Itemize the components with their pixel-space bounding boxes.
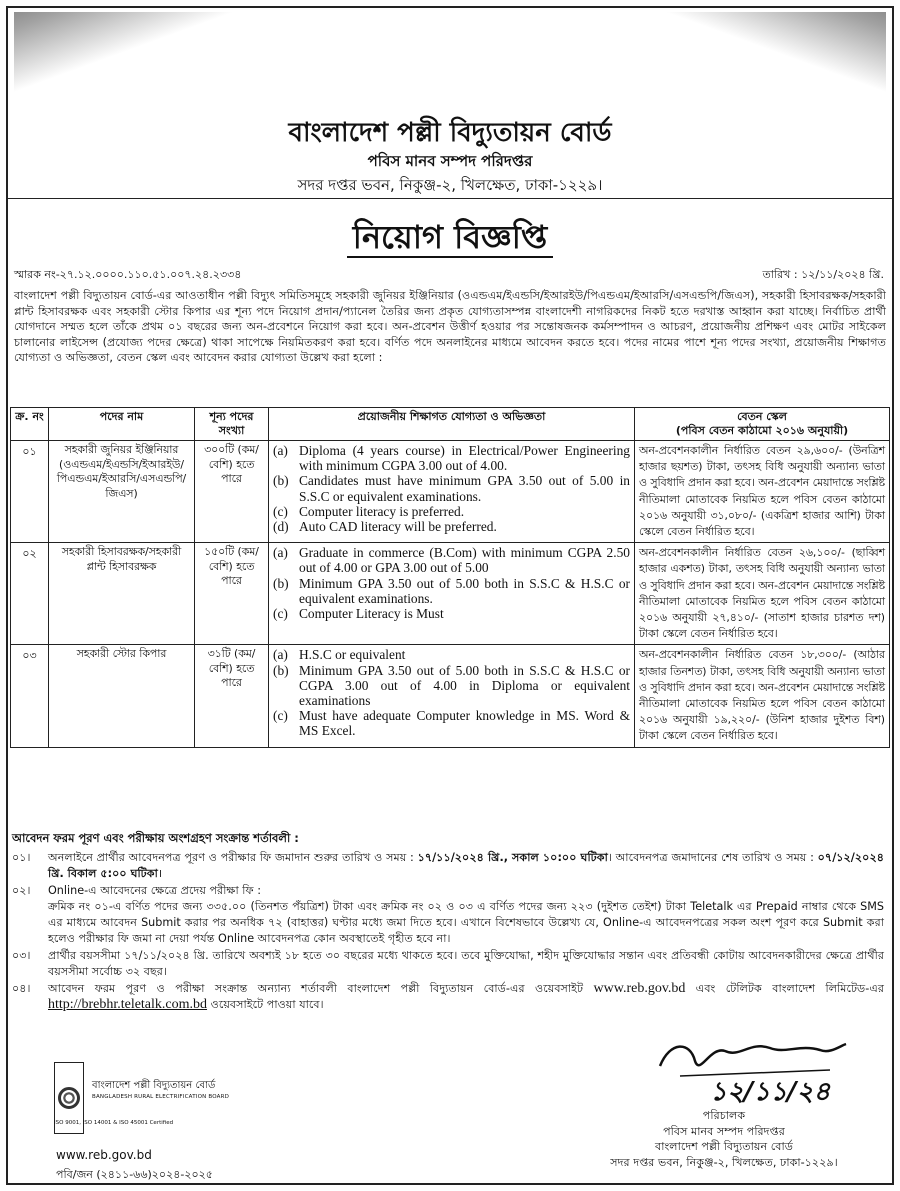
- row-post-name: সহকারী জুনিয়র ইঞ্জিনিয়ার (ওএন্ডএম/ইএন্ডসি/ইআরইউ/পিএন্ডএম/ইআরসি/এসএন্ডপি/জিএস): [49, 441, 195, 543]
- condition-line: ক্রমিক নং ০১-এ বর্ণিত পদের জন্য ৩৩৫.০০ (তিনশত পঁয়ত্রিশ) টাকা এবং ক্রমিক নং ০২ ও ০৩ এ বর্ণিত পদের জন্য ২২৩ (দুইশত তেইশ) টাকা Teletalk এর Prepaid নাম্বার থেকে SMS এর মাধ্যমে আবেদন Submit করার পর অনধিক ৭২ (বাহাত্তর) ঘণ্টার মধ্যে জমা দিতে হবে। এখানে বিশেষভাবে উল্লেখ্য যে, Online-এ আবেদনপত্রের সকল অংশ পূরণ করে Submit করা হলেও পরীক্ষার ফি জমা না দেয়া পর্যন্ত Online আবেদনপত্র কোন অবস্থাতেই গৃহীত হবে না।: [48, 900, 884, 945]
- condition-number: ০২।: [12, 884, 31, 897]
- qualification-label: (a): [273, 443, 288, 458]
- row-qualifications: [269, 441, 635, 543]
- qualification-label: (b): [273, 575, 289, 591]
- logo-name-bn: বাংলাদেশ পল্লী বিদ্যুতায়ন বোর্ড: [92, 1080, 216, 1091]
- qualification-item: [273, 647, 630, 662]
- signature-date: ১২/১১/২৪: [710, 1077, 831, 1106]
- qualification-label: (a): [273, 647, 288, 663]
- table-row: [11, 543, 890, 645]
- pay-scale-header-sub: (পবিস বেতন কাঠামো ২০১৬ অনুযায়ী): [675, 424, 849, 437]
- qualification-text: Graduate in commerce (B.Com) with minimum CGPA 2.50 out of 4.00 or GPA 3.00 out of 5.00: [299, 545, 630, 576]
- row-serial: ০২: [11, 543, 49, 645]
- footer-website[interactable]: www.reb.gov.bd: [56, 1148, 152, 1162]
- qualification-label: (a): [273, 545, 288, 561]
- qualification-item: [273, 545, 630, 575]
- col-pay-scale-header: [635, 408, 890, 441]
- condition-number: ০৪।: [12, 982, 31, 995]
- col-qualification-header: প্রয়োজনীয় শিক্ষাগত যোগ্যতা ও অভিজ্ঞতা: [269, 408, 635, 441]
- condition-part: এবং টেলিটক বাংলাদেশ লিমিটেড-এর: [685, 982, 884, 995]
- condition-number: ০১।: [12, 851, 31, 864]
- qualification-label: (b): [273, 662, 289, 678]
- table-row: [11, 645, 890, 747]
- pay-scale-header-title: বেতন স্কেল: [737, 410, 787, 423]
- notice-title: [0, 212, 900, 266]
- qualification-text: Candidates must have minimum GPA 3.50 out of 5.00 in S.S.C or equivalent examinations.: [299, 473, 630, 504]
- condition-part: আবেদন ফরম পূরণ ও পরীক্ষা সংক্রান্ত অন্যান্য শর্তাবলী বাংলাদেশ পল্লী বিদ্যুতায়ন বোর্ড-এর ওয়েবসাইট: [48, 982, 594, 995]
- row-vacancy: ৩০০টি (কম/বেশি) হতে পারে: [195, 441, 269, 543]
- qualification-text: Diploma (4 years course) in Electrical/Power Engineering with minimum CGPA 3.00 out of 4.00.: [299, 443, 630, 474]
- application-end-datetime: ০৭/১২/২০২৪ খ্রি. বিকাল ৫:০০ ঘটিকা: [48, 851, 884, 880]
- signature-graphic: [650, 1036, 850, 1106]
- signatory-block: [584, 1108, 864, 1170]
- qualification-text: Computer literacy is preferred.: [299, 503, 465, 519]
- qualification-label: (c): [273, 503, 288, 519]
- col-serial-header: ক্র. নং: [11, 408, 49, 441]
- condition-text: [48, 883, 884, 947]
- row-serial: ০৩: [11, 645, 49, 747]
- condition-line: Online-এ আবেদনের ক্ষেত্রে প্রদেয় পরীক্ষা ফি :: [48, 884, 261, 897]
- condition-text: প্রার্থীর বয়সসীমা ১৭/১১/২০২৪ খ্রি. তারিখে অবশ্যই ১৮ হতে ৩০ বছরের মধ্যে থাকতে হবে। তবে মুক্তিযোদ্ধা, শহীদ মুক্তিযোদ্ধার সন্তান এবং প্রতিবন্ধী কোটায় আবেদনকারীদের ক্ষেত্রে প্রার্থীর বয়সসীমা সর্বোচ্চ ৩২ বছর।: [48, 949, 884, 978]
- org-address: সদর দপ্তর ভবন, নিকুঞ্জ-২, খিলক্ষেত, ঢাকা-১২২৯।: [297, 176, 603, 194]
- reb-website-link[interactable]: www.reb.gov.bd: [593, 981, 686, 996]
- qualification-text: Must have adequate Computer knowledge in MS. Word & MS Excel.: [299, 708, 630, 739]
- memo-date: তারিখ : ১২/১১/২০২৪ খ্রি.: [762, 268, 884, 281]
- condition-text: [48, 981, 884, 1013]
- row-pay-scale: অন-প্রবেশনকালীন নির্ধারিত বেতন ২৬,১০০/- (ছাব্বিশ হাজার একশত) টাকা, তৎসহ বিধি অনুযায়ী অন্যান্য ভাতা ও সুবিধাদি প্রদান করা হবে। অন-প্রবেশন মেয়াদান্তে সংশ্লিষ্ট নীতিমালা মোতাবেক নিয়মিত হলে পবিস বেতন কাঠামো ২০১৬ অনুযায়ী ২৭,৪১০/- (সাতাশ হাজার চারশত দশ) টাকা স্কেলে বেতন নির্ধারিত হবে।: [635, 543, 890, 645]
- qualification-item: [273, 663, 630, 709]
- col-post-name-header: পদের নাম: [49, 408, 195, 441]
- org-title: বাংলাদেশ পল্লী বিদ্যুতায়ন বোর্ড: [288, 118, 612, 148]
- memo-ref-number: স্মারক নং-২৭.১২.০০০০.১১০.৫১.০০৭.২৪.২৩৩৪: [14, 268, 242, 281]
- qualification-item: [273, 708, 630, 738]
- application-start-datetime: ১৭/১১/২০২৪ খ্রি., সকাল ১০:০০ ঘটিকা: [417, 851, 608, 864]
- row-qualifications: [269, 645, 635, 747]
- signatory-address: সদর দপ্তর ভবন, নিকুঞ্জ-২, খিলক্ষেত, ঢাকা-১২২৯।: [610, 1155, 838, 1169]
- row-post-name: সহকারী হিসাবরক্ষক/সহকারী প্লান্ট হিসাবরক্ষক: [49, 543, 195, 645]
- row-qualifications: [269, 543, 635, 645]
- signatory-organization: বাংলাদেশ পল্লী বিদ্যুতায়ন বোর্ড: [655, 1140, 793, 1153]
- row-pay-scale: অন-প্রবেশনকালীন নির্ধারিত বেতন ১৮,৩০০/- (আঠার হাজার তিনশত) টাকা, তৎসহ বিধি অনুযায়ী অন্যান্য ভাতা ও সুবিধাদি প্রদান করা হবে। অন-প্রবেশন মেয়াদান্তে সংশ্লিষ্ট নীতিমালা মোতাবেক নিয়মিত হলে পবিস বেতন কাঠামো ২০১৬ অনুযায়ী ১৯,২২০/- (উনিশ হাজার দুইশত বিশ) টাকা স্কেলে বেতন নির্ধারিত হবে।: [635, 645, 890, 747]
- row-vacancy: ১৫০টি (কম/বেশি) হতে পারে: [195, 543, 269, 645]
- table-header-row: [11, 408, 890, 441]
- qualification-item: [273, 504, 630, 519]
- teletalk-link[interactable]: http://brebhr.teletalk.com.bd: [48, 997, 208, 1012]
- qualification-item: [273, 606, 630, 621]
- conditions-heading: আবেদন ফরম পূরণ এবং পরীক্ষায় অংশগ্রহণ সংক্রান্ত শর্তাবলী :: [12, 831, 299, 845]
- table-row: [11, 441, 890, 543]
- qualification-text: Computer Literacy is Must: [299, 606, 444, 622]
- job-table: [10, 407, 890, 748]
- condition-item: [12, 850, 884, 882]
- condition-part: ওয়েবসাইটে পাওয়া যাবে।: [207, 998, 324, 1011]
- qualification-label: (c): [273, 708, 288, 724]
- iso-certification: ISO 9001, ISO 14001 & ISO 45001 Certified: [54, 1120, 174, 1126]
- qualification-item: [273, 576, 630, 606]
- signatory-department: পবিস মানব সম্পদ পরিদপ্তর: [663, 1124, 785, 1138]
- header-divider: [8, 198, 892, 199]
- qualification-label: (d): [273, 519, 289, 535]
- qualification-item: [273, 443, 630, 473]
- qualification-label: (c): [273, 606, 288, 622]
- condition-part: অনলাইনে প্রার্থীর আবেদনপত্র পূরণ ও পরীক্ষার ফি জমাদান শুরুর তারিখ ও সময় :: [48, 851, 418, 864]
- footer-reference: পবি/জন (২৪১১-৬৬)২০২৪-২০২৫: [56, 1168, 213, 1181]
- qualification-text: Minimum GPA 3.50 out of 5.00 both in S.S.C & H.S.C or equivalent examinations.: [299, 575, 630, 606]
- condition-number: ০৩।: [12, 949, 31, 962]
- condition-item: [12, 948, 884, 980]
- condition-part: । আবেদনপত্র জমাদানের শেষ তারিখ ও সময় :: [607, 851, 818, 864]
- qualification-item: [273, 519, 630, 534]
- qualification-text: H.S.C or equivalent: [299, 647, 406, 663]
- qualification-text: Minimum GPA 3.50 out of 5.00 both in S.S.C & H.S.C or CGPA 3.00 out of 4.00 in Diploma or equivalent examinations: [299, 662, 630, 709]
- logo-emblem-icon: [58, 1087, 80, 1109]
- condition-text: [48, 850, 884, 882]
- qualification-text: Auto CAD literacy will be preferred.: [299, 519, 497, 535]
- condition-part: ।: [157, 867, 163, 880]
- row-serial: ০১: [11, 441, 49, 543]
- intro-paragraph: বাংলাদেশ পল্লী বিদ্যুতায়ন বোর্ড-এর আওতাধীন পল্লী বিদ্যুৎ সমিতিসমূহে সহকারী জুনিয়র ইঞ্জিনিয়ার (ওএন্ডএম/ইএন্ডসি/ইআরইউ/পিএন্ডএম/ইআরসি/এসএন্ডপি/জিএস), সহকারী হিসাবরক্ষক/সহকারী প্লান্ট হিসাবরক্ষক এবং সহকারী স্টোর কিপার এর শূন্য পদে নিয়োগ প্রদান/প্যানেল তৈরির জন্য প্রকৃত যোগ্যতাসম্পন্ন বাংলাদেশী নাগরিকদের নিকট হতে দরখাস্ত আহ্বান করা যাচ্ছে। নির্বাচিত প্রার্থী যোগদানে সম্মত হলে তাঁকে প্রথম ০১ বছরের জন্য অন-প্রবেশনে নিয়োগ করা হবে। অন-প্রবেশন উত্তীর্ণ হওয়ার পর সন্তোষজনক কর্মসম্পাদন ও আচরণ, প্রয়োজনীয় প্রশিক্ষণ এবং মোটর সাইকেল চালানোর লাইসেন্স (প্রযোজ্য পদের ক্ষেত্রে) থাকা সাপেক্ষে নিয়মিতকরণ করা হবে। বর্ণিত পদে অনলাইনের মাধ্যমে আবেদন করতে হবে। পদের নামের পাশে শূন্য পদের সংখ্যা, প্রয়োজনীয় শিক্ষাগত যোগ্যতা ও অভিজ্ঞতা, বেতন স্কেল এবং আবেদন করার যোগ্যতা উল্লেখ করা হলো :: [14, 289, 886, 364]
- row-post-name: সহকারী স্টোর কিপার: [49, 645, 195, 747]
- row-pay-scale: অন-প্রবেশনকালীন নির্ধারিত বেতন ২৯,৬০০/- (উনত্রিশ হাজার ছয়শত) টাকা, তৎসহ বিধি অনুযায়ী অন্যান্য ভাতা ও সুবিধাদি প্রদান করা হবে। অন-প্রবেশন মেয়াদান্তে সংশ্লিষ্ট নীতিমালা মোতাবেক নিয়মিত হলে পবিস বেতন কাঠামো ২০১৬ অনুযায়ী ৩১,০৮০/- (একত্রিশ হাজার আশি) টাকা স্কেলে বেতন নির্ধারিত হবে।: [635, 441, 890, 543]
- condition-item: [12, 883, 884, 947]
- row-vacancy: ৩১টি (কম/বেশি) হতে পারে: [195, 645, 269, 747]
- qualification-label: (b): [273, 473, 289, 489]
- department-name: পবিস মানব সম্পদ পরিদপ্তর: [367, 152, 533, 170]
- notice-title-text: নিয়োগ বিজ্ঞপ্তি: [347, 218, 553, 258]
- conditions-list: [12, 850, 884, 1014]
- logo-name-en: BANGLADESH RURAL ELECTRIFICATION BOARD: [92, 1094, 230, 1100]
- signatory-title: পরিচালক: [702, 1109, 746, 1122]
- col-vacancy-header: শূন্য পদের সংখ্যা: [195, 408, 269, 441]
- condition-item: [12, 981, 884, 1013]
- qualification-item: [273, 473, 630, 503]
